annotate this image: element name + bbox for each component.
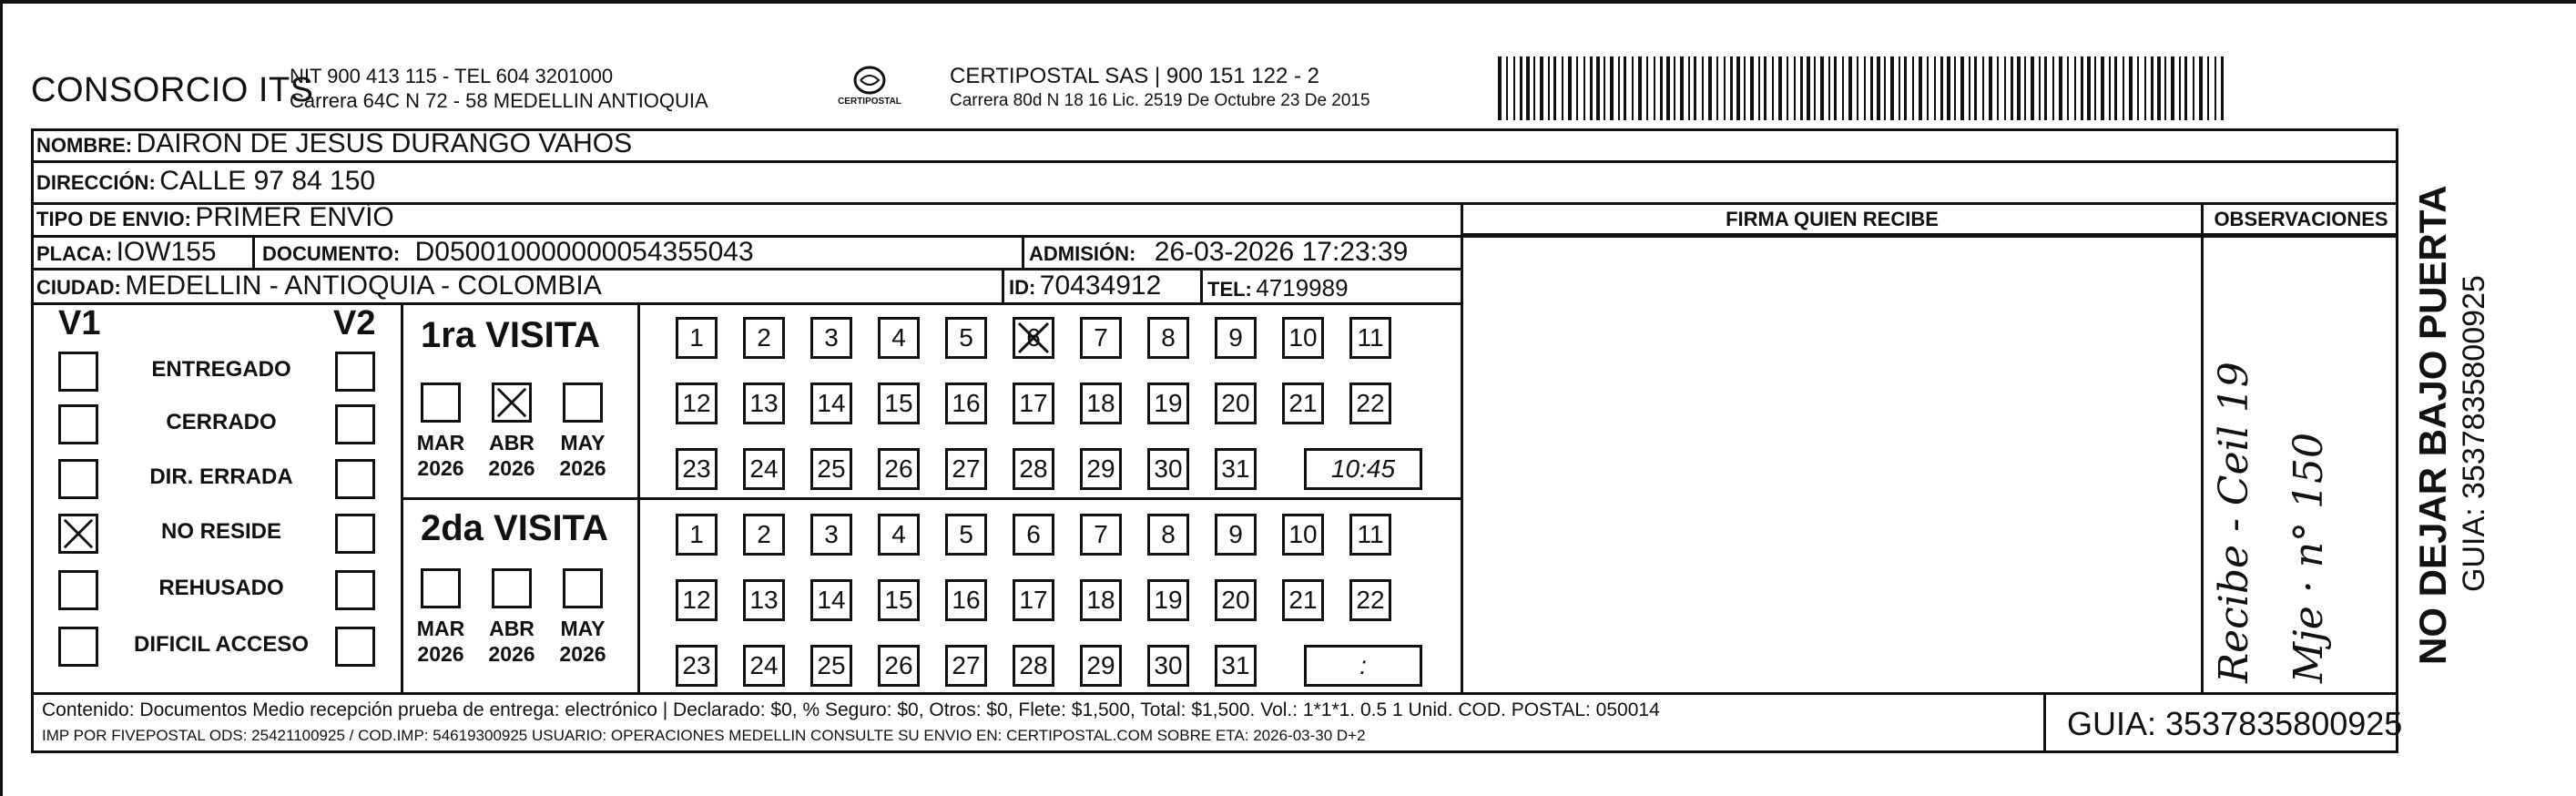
tel-label: TEL: <box>1207 278 1252 301</box>
second-day-11[interactable] <box>1349 514 1391 556</box>
day-number: 14 <box>817 389 846 417</box>
obs-handwriting-2: Mje · n° 150 <box>2286 433 2332 683</box>
second-day-3[interactable] <box>810 514 852 556</box>
day-number: 8 <box>1161 520 1176 548</box>
tel-value: 4719989 <box>1256 274 1349 301</box>
first-month-label-2 <box>554 430 612 481</box>
row-line-5 <box>31 302 1462 305</box>
footer-line-1: Contenido: Documentos Medio recepción prueba de entrega: electrónico | Declarado: $0, % Seguro: $0, Otros: $0, Flete: $1,500, Total: $1,500. Vol.: 1*1*1. 0.5 1 Unid. COD. POSTAL: 050014 <box>42 699 1660 720</box>
day-number: 29 <box>1086 454 1115 483</box>
v2-header: V2 <box>333 304 376 342</box>
day-number: 22 <box>1356 389 1385 417</box>
v1-checkbox-3[interactable] <box>58 514 98 554</box>
certipostal-info <box>950 64 1370 111</box>
day-number: 31 <box>1221 651 1250 679</box>
id-value: 70434912 <box>1039 270 1162 301</box>
second-day-15[interactable] <box>878 579 920 621</box>
day-number: 30 <box>1154 651 1183 679</box>
day-number: 28 <box>1019 454 1048 483</box>
day-number: 6 <box>1026 520 1041 548</box>
documento-label: DOCUMENTO: <box>262 242 401 265</box>
first-day-28[interactable] <box>1013 448 1054 490</box>
second-day-27[interactable] <box>945 645 987 687</box>
second-time-box[interactable]: : <box>1304 645 1422 687</box>
second-month-label-0 <box>412 616 470 667</box>
v1-header: V1 <box>58 304 101 342</box>
day-number: 15 <box>884 586 913 614</box>
first-day-10[interactable] <box>1282 317 1324 359</box>
tel-divider <box>1200 270 1203 304</box>
second-day-31[interactable] <box>1215 645 1257 687</box>
obs-left-border <box>2201 202 2204 694</box>
day-number: 22 <box>1356 586 1385 614</box>
month-year: 2026 <box>488 456 535 480</box>
day-number: 26 <box>884 454 913 483</box>
placa-field <box>36 237 217 268</box>
first-day-6[interactable] <box>1013 317 1054 359</box>
second-day-28[interactable] <box>1013 645 1054 687</box>
nombre-label: NOMBRE: <box>36 134 133 157</box>
first-month-checkbox-0[interactable] <box>421 383 461 423</box>
id-field <box>1009 270 1161 301</box>
second-month-checkbox-2[interactable] <box>563 568 603 608</box>
day-number: 20 <box>1221 389 1250 417</box>
footer-guia-divider <box>2043 692 2046 753</box>
first-day-21[interactable] <box>1282 383 1324 424</box>
day-number: 31 <box>1221 454 1250 483</box>
first-time-box[interactable]: 10:45 <box>1304 448 1422 490</box>
check-mark-icon <box>61 516 96 551</box>
day-number: 2 <box>757 520 771 548</box>
ciudad-value: MEDELLIN - ANTIOQUIA - COLOMBIA <box>125 270 602 301</box>
placa-divider <box>252 237 255 270</box>
v2-checkbox-3[interactable] <box>335 514 375 554</box>
tipo-value: PRIMER ENVÍO <box>195 202 394 232</box>
company-address: Carrera 64C N 72 - 58 MEDELLIN ANTIOQUIA <box>290 89 708 112</box>
day-number: 25 <box>817 651 846 679</box>
company-nit: NIT 900 413 115 - TEL 604 3201000 <box>290 65 614 87</box>
first-day-8[interactable] <box>1147 317 1189 359</box>
v1-checkbox-2[interactable] <box>58 459 98 499</box>
first-day-31[interactable] <box>1215 448 1257 490</box>
second-day-21[interactable] <box>1282 579 1324 621</box>
admision-field <box>1029 237 1408 268</box>
second-visit-title: 2da VISITA <box>421 508 608 548</box>
first-day-12[interactable] <box>676 383 718 424</box>
second-day-5[interactable] <box>945 514 987 556</box>
company-name: CONSORCIO ITS <box>31 71 314 109</box>
day-number: 11 <box>1357 520 1384 548</box>
day-number: 4 <box>891 520 906 548</box>
day-number: 14 <box>817 586 846 614</box>
month-name: MAY <box>560 431 606 454</box>
day-number: 18 <box>1086 586 1115 614</box>
day-number: 27 <box>952 454 981 483</box>
second-day-30[interactable] <box>1147 645 1189 687</box>
day-number: 24 <box>749 454 779 483</box>
day-number: 17 <box>1019 389 1048 417</box>
day-number: 19 <box>1154 586 1183 614</box>
day-number: 4 <box>891 323 906 352</box>
day-number: 23 <box>682 651 711 679</box>
check-mark-icon <box>1015 320 1052 356</box>
day-number: 17 <box>1019 586 1048 614</box>
second-day-20[interactable] <box>1215 579 1257 621</box>
month-name: ABR <box>489 617 535 640</box>
certipostal-logo <box>833 60 906 115</box>
day-number: 28 <box>1019 651 1048 679</box>
documento-field <box>262 237 754 268</box>
logo-text: CERTIPOSTAL <box>838 97 901 107</box>
day-number: 26 <box>884 651 913 679</box>
second-day-1[interactable] <box>676 514 718 556</box>
day-number: 15 <box>884 389 913 417</box>
firma-head-top <box>1462 202 2398 205</box>
first-day-23[interactable] <box>676 448 718 490</box>
scan-top-edge <box>0 0 2576 4</box>
first-month-label-1 <box>483 430 541 481</box>
first-day-19[interactable] <box>1147 383 1189 424</box>
v2-checkbox-2[interactable] <box>335 459 375 499</box>
second-day-18[interactable] <box>1080 579 1122 621</box>
second-day-10[interactable] <box>1282 514 1324 556</box>
status-option-label: REHUSADO <box>158 576 284 600</box>
first-day-29[interactable] <box>1080 448 1122 490</box>
direccion-value: CALLE 97 84 150 <box>159 166 376 196</box>
admision-divider <box>1022 237 1024 270</box>
second-day-13[interactable] <box>743 579 785 621</box>
first-day-26[interactable] <box>878 448 920 490</box>
row-line-1 <box>31 160 2398 163</box>
v1-checkbox-1[interactable] <box>58 404 98 444</box>
day-number: 10 <box>1288 520 1318 548</box>
second-day-17[interactable] <box>1013 579 1054 621</box>
day-number: 8 <box>1161 323 1176 352</box>
day-number: 16 <box>952 586 981 614</box>
ciudad-field <box>36 270 602 301</box>
day-number: 10 <box>1288 323 1318 352</box>
day-number: 18 <box>1086 389 1115 417</box>
day-number: 30 <box>1154 454 1183 483</box>
firma-left-border <box>1461 202 1463 694</box>
first-day-22[interactable] <box>1349 383 1391 424</box>
first-day-15[interactable] <box>878 383 920 424</box>
day-number: 25 <box>817 454 846 483</box>
second-day-4[interactable] <box>878 514 920 556</box>
first-day-4[interactable] <box>878 317 920 359</box>
first-day-5[interactable] <box>945 317 987 359</box>
second-day-2[interactable] <box>743 514 785 556</box>
footer-guia: GUIA: 3537835800925 <box>2067 705 2403 742</box>
certipostal-line: CERTIPOSTAL SAS | 900 151 122 - 2 <box>950 64 1319 88</box>
day-number: 12 <box>682 586 711 614</box>
month-name: MAR <box>416 431 465 454</box>
first-day-20[interactable] <box>1215 383 1257 424</box>
check-mark-icon <box>494 385 529 420</box>
month-year: 2026 <box>559 456 606 480</box>
id-divider <box>1002 270 1004 304</box>
first-month-checkbox-1[interactable] <box>492 383 532 423</box>
nombre-field <box>36 128 632 159</box>
first-day-14[interactable] <box>810 383 852 424</box>
day-number: 16 <box>952 389 981 417</box>
first-day-1[interactable] <box>676 317 718 359</box>
day-number: 24 <box>749 651 779 679</box>
day-number: 13 <box>749 586 779 614</box>
admision-label: ADMISIÓN: <box>1029 242 1136 265</box>
v2-checkbox-1[interactable] <box>335 404 375 444</box>
firma-label: FIRMA QUIEN RECIBE <box>1726 208 1939 230</box>
footer-line-2: IMP POR FIVEPOSTAL ODS: 25421100925 / COD.IMP: 54619300925 USUARIO: OPERACIONES MEDELLIN CONSULTE SU ENVIO EN: CERTIPOSTAL.COM SOBRE ETA: 2026-03-30 D+2 <box>42 727 1366 744</box>
first-day-27[interactable] <box>945 448 987 490</box>
no-dejar-bajo-puerta: NO DEJAR BAJO PUERTA <box>2411 185 2454 665</box>
barcode <box>1498 56 2226 120</box>
day-number: 2 <box>757 323 771 352</box>
day-number: 1 <box>689 323 704 352</box>
day-number: 29 <box>1086 651 1115 679</box>
day-number: 1 <box>689 520 704 548</box>
month-year: 2026 <box>417 456 464 480</box>
direccion-label: DIRECCIÓN: <box>36 171 156 194</box>
day-number: 19 <box>1154 389 1183 417</box>
first-day-16[interactable] <box>945 383 987 424</box>
month-year: 2026 <box>488 642 535 666</box>
second-day-16[interactable] <box>945 579 987 621</box>
tel-field <box>1207 274 1349 302</box>
day-number: 5 <box>959 520 973 548</box>
side-guia: GUIA: 3537835800925 <box>2457 275 2491 592</box>
day-number: 3 <box>824 323 839 352</box>
tipo-label: TIPO DE ENVIO: <box>36 208 191 230</box>
second-month-checkbox-1[interactable] <box>492 568 532 608</box>
v1-checkbox-4[interactable] <box>58 570 98 610</box>
day-number: 21 <box>1288 389 1318 417</box>
second-month-label-1 <box>483 616 541 667</box>
first-day-11[interactable] <box>1349 317 1391 359</box>
day-number: 12 <box>682 389 711 417</box>
day-number: 13 <box>749 389 779 417</box>
status-option-label: ENTREGADO <box>151 357 291 382</box>
day-number: 3 <box>824 520 839 548</box>
direccion-field <box>36 166 375 197</box>
months-right-border <box>637 302 640 694</box>
day-number: 11 <box>1357 323 1384 352</box>
first-day-30[interactable] <box>1147 448 1189 490</box>
admision-value: 26-03-2026 17:23:39 <box>1154 237 1409 267</box>
day-number: 9 <box>1228 520 1243 548</box>
second-day-22[interactable] <box>1349 579 1391 621</box>
v1-checkbox-0[interactable] <box>58 352 98 392</box>
first-day-7[interactable] <box>1080 317 1122 359</box>
second-day-23[interactable] <box>676 645 718 687</box>
first-day-18[interactable] <box>1080 383 1122 424</box>
month-year: 2026 <box>559 642 606 666</box>
day-number: 21 <box>1288 586 1318 614</box>
second-day-14[interactable] <box>810 579 852 621</box>
status-option-label: DIFICIL ACCESO <box>133 632 309 657</box>
second-day-26[interactable] <box>878 645 920 687</box>
second-day-7[interactable] <box>1080 514 1122 556</box>
first-visit-title: 1ra VISITA <box>421 315 601 355</box>
status-option-label: DIR. ERRADA <box>149 464 293 489</box>
v1-checkbox-5[interactable] <box>58 627 98 667</box>
ciudad-label: CIUDAD: <box>36 276 121 299</box>
second-day-29[interactable] <box>1080 645 1122 687</box>
second-day-8[interactable] <box>1147 514 1189 556</box>
second-day-9[interactable] <box>1215 514 1257 556</box>
footer-info <box>42 699 2036 745</box>
second-day-25[interactable] <box>810 645 852 687</box>
certipostal-address: Carrera 80d N 18 16 Lic. 2519 De Octubre 23 De 2015 <box>950 91 1370 110</box>
day-number: 9 <box>1228 323 1243 352</box>
month-name: MAY <box>560 617 606 640</box>
day-number: 7 <box>1094 520 1108 548</box>
second-day-12[interactable] <box>676 579 718 621</box>
second-month-checkbox-0[interactable] <box>421 568 461 608</box>
nombre-value: DAIRON DE JESUS DURANGO VAHOS <box>136 128 633 158</box>
v2-checkbox-4[interactable] <box>335 570 375 610</box>
first-day-9[interactable] <box>1215 317 1257 359</box>
month-year: 2026 <box>417 642 464 666</box>
second-day-24[interactable] <box>743 645 785 687</box>
v2-checkbox-0[interactable] <box>335 352 375 392</box>
placa-value: IOW155 <box>116 237 217 267</box>
day-number: 23 <box>682 454 711 483</box>
scan-left-edge <box>0 0 3 796</box>
company-info <box>290 64 708 113</box>
status-option-label: NO RESIDE <box>160 519 282 544</box>
obs-handwriting-1: Recibe - Ceil 19 <box>2211 362 2257 683</box>
month-name: ABR <box>489 431 535 454</box>
visits-mid-line <box>401 497 1462 500</box>
day-number: 7 <box>1094 323 1108 352</box>
first-month-label-0 <box>412 430 470 481</box>
placa-label: PLACA: <box>36 242 113 265</box>
day-number: 6 <box>1026 323 1041 352</box>
v2-checkbox-5[interactable] <box>335 627 375 667</box>
first-month-checkbox-2[interactable] <box>563 383 603 423</box>
second-day-19[interactable] <box>1147 579 1189 621</box>
observaciones-label: OBSERVACIONES <box>2214 208 2388 230</box>
second-month-label-2 <box>554 616 612 667</box>
id-label: ID: <box>1009 276 1036 299</box>
day-number: 5 <box>959 323 973 352</box>
first-day-17[interactable] <box>1013 383 1054 424</box>
day-number: 27 <box>952 651 981 679</box>
first-day-25[interactable] <box>810 448 852 490</box>
status-option-label: CERRADO <box>166 410 277 434</box>
first-day-2[interactable] <box>743 317 785 359</box>
first-day-3[interactable] <box>810 317 852 359</box>
first-day-13[interactable] <box>743 383 785 424</box>
first-day-24[interactable] <box>743 448 785 490</box>
tipo-field <box>36 202 394 233</box>
documento-value: D050010000000054355043 <box>414 237 754 267</box>
month-name: MAR <box>416 617 465 640</box>
firma-under-line <box>1462 233 2398 236</box>
second-day-6[interactable] <box>1013 514 1054 556</box>
day-number: 20 <box>1221 586 1250 614</box>
